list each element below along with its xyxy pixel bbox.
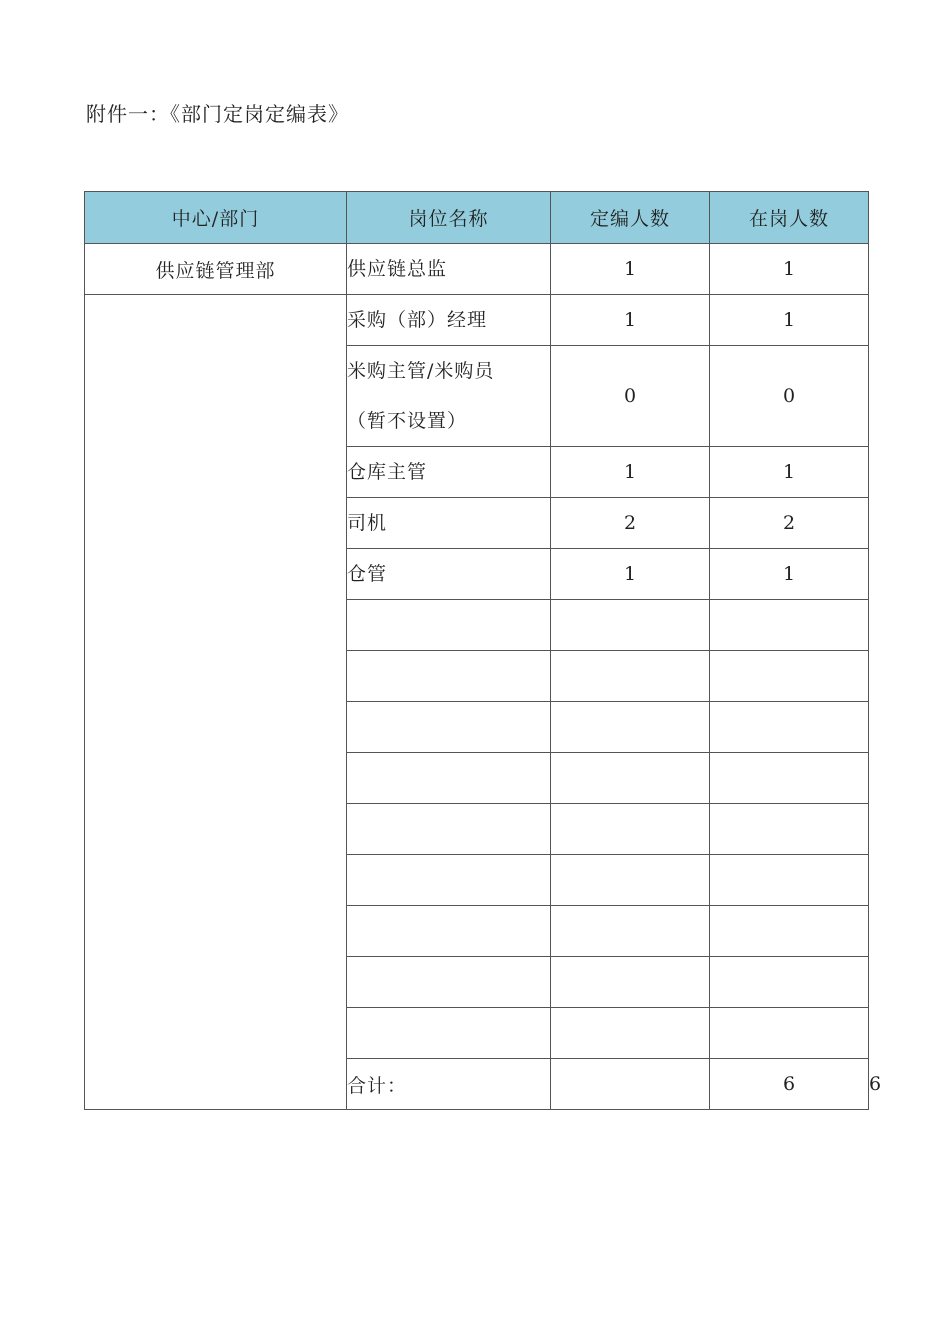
empty-cell xyxy=(347,702,551,753)
position-cell: 采购（部）经理 xyxy=(347,295,551,346)
header-department: 中心/部门 xyxy=(85,192,347,244)
empty-cell xyxy=(710,855,869,906)
total-label: 合计： xyxy=(347,1059,551,1110)
table-row xyxy=(85,295,869,346)
empty-cell xyxy=(710,600,869,651)
position-cell: 仓库主管 xyxy=(347,447,551,498)
planned-cell: 1 xyxy=(551,447,710,498)
position-line: 米购主管/米购员 xyxy=(347,360,495,382)
empty-cell xyxy=(551,1008,710,1059)
empty-cell xyxy=(710,957,869,1008)
planned-cell: 1 xyxy=(551,295,710,346)
onduty-cell: 1 xyxy=(710,447,869,498)
empty-cell xyxy=(710,651,869,702)
empty-cell xyxy=(551,855,710,906)
department-cell-empty xyxy=(85,295,347,1110)
table-row xyxy=(85,244,869,295)
onduty-cell: 1 xyxy=(710,244,869,295)
planned-cell: 1 xyxy=(551,549,710,600)
empty-cell xyxy=(710,753,869,804)
onduty-cell: 0 xyxy=(710,346,869,447)
empty-cell xyxy=(710,1008,869,1059)
empty-cell xyxy=(551,600,710,651)
empty-cell xyxy=(347,753,551,804)
position-cell: 供应链总监 xyxy=(347,244,551,295)
position-cell: 仓管 xyxy=(347,549,551,600)
empty-cell xyxy=(710,702,869,753)
empty-cell xyxy=(347,906,551,957)
total-row: 合计： 6 6 xyxy=(85,1059,869,1110)
position-cell xyxy=(347,346,551,447)
empty-cell xyxy=(710,804,869,855)
header-onduty-count: 在岗人数 xyxy=(710,192,869,244)
empty-cell xyxy=(551,804,710,855)
header-position: 岗位名称 xyxy=(347,192,551,244)
onduty-cell: 1 xyxy=(710,549,869,600)
position-cell: 司机 xyxy=(347,498,551,549)
table-header-row xyxy=(85,192,869,244)
empty-cell xyxy=(551,753,710,804)
empty-cell xyxy=(347,600,551,651)
page-title: 附件一：《部门定岗定编表》 xyxy=(86,102,349,126)
total-planned: 6 xyxy=(710,1059,869,1110)
planned-cell: 0 xyxy=(551,346,710,447)
empty-cell xyxy=(710,906,869,957)
staffing-table xyxy=(84,191,882,1110)
empty-cell xyxy=(551,651,710,702)
onduty-cell: 1 xyxy=(710,295,869,346)
header-planned-count: 定编人数 xyxy=(551,192,710,244)
empty-cell xyxy=(347,804,551,855)
empty-cell xyxy=(551,906,710,957)
position-line: （暂不设置） xyxy=(347,410,468,432)
total-position-cell xyxy=(551,1059,710,1110)
empty-cell xyxy=(551,957,710,1008)
department-cell: 供应链管理部 xyxy=(85,244,347,295)
empty-cell xyxy=(347,1008,551,1059)
empty-cell xyxy=(347,651,551,702)
onduty-cell: 2 xyxy=(710,498,869,549)
planned-cell: 2 xyxy=(551,498,710,549)
empty-cell xyxy=(347,855,551,906)
planned-cell: 1 xyxy=(551,244,710,295)
empty-cell xyxy=(551,702,710,753)
empty-cell xyxy=(347,957,551,1008)
